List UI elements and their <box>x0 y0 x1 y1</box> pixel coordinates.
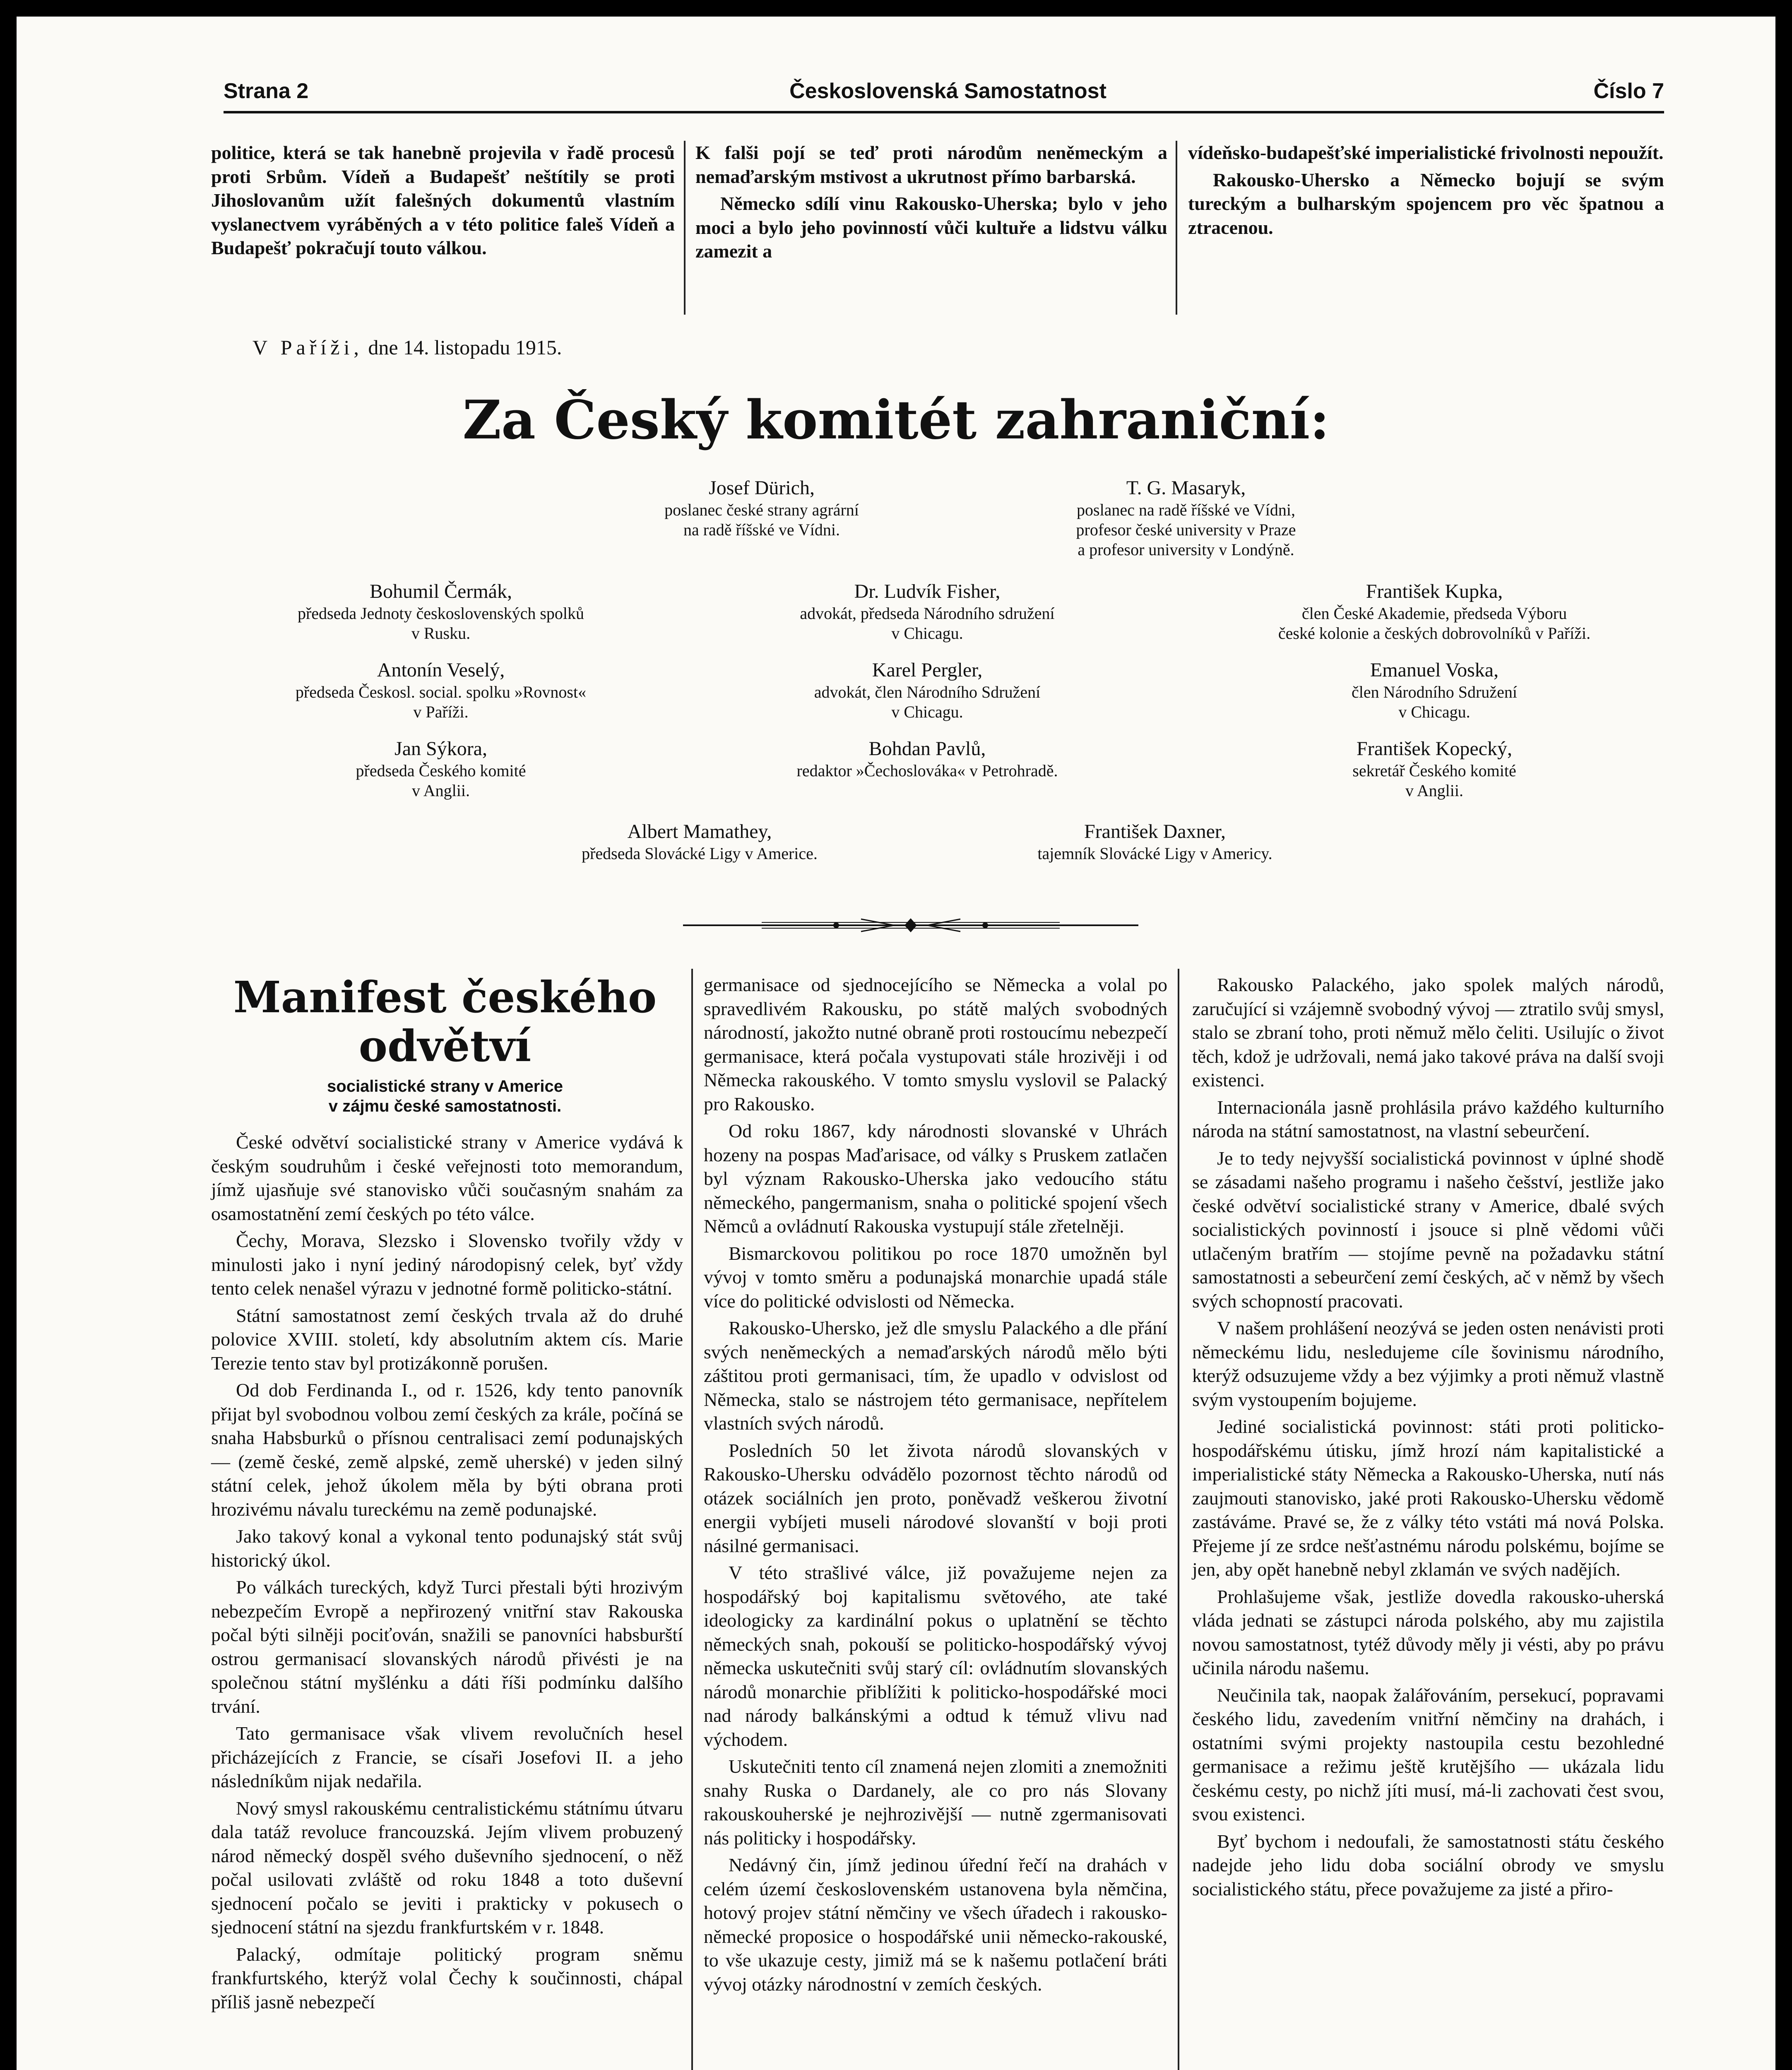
signatory-name: Antonín Veselý, <box>377 659 505 681</box>
signatory-role: v Paříži. <box>413 703 469 721</box>
paragraph: Posledních 50 let života národů slovanských v Rakousko-Uhersku odvádělo pozornost těchto národů od otázek sociálních jen proto, poněvadž veškerou životní energii vybíjeti museli národové slovanští v boji proti násilné germanisaci. <box>704 1439 1167 1556</box>
paragraph: Čechy, Morava, Slezsko i Slovensko tvořily vždy v minulosti jako i nyní jediný národopisný celek, byť vždy tento celek nenašel výrazu v jednotné formě politicko-státní. <box>211 1230 683 1299</box>
top-col3-para-1: vídeňsko-budapešťské imperialistické frivolnosti nepoužít. <box>1188 142 1664 163</box>
signatory-name: T. G. Masaryk, <box>1126 477 1246 499</box>
paragraph: Jediné socialistická povinnost: státi proti politicko-hospodářskému útisku, jímž hrozí nám kapitalistické a imperialistické státy Německa a Rakousko-Uherska, nutí nás zaujmouti stanovisko, jaké proti Rakousko-Uhersku vědomě zastáváme. Pravé se, že z války této vstáti má nová Polska. Přejeme jí ze srdce nešťastnému národu polskému, bojíme se jen, aby opět hanebně nebyl zklamán ve svých nadějích. <box>1192 1416 1664 1580</box>
signatory <box>493 820 907 864</box>
signatory-role: poslanec české strany agrární <box>664 501 859 519</box>
signatory-role: předseda Jednoty československých spolků <box>297 604 585 623</box>
dateline-date: dne 14. listopadu 1915. <box>368 336 562 359</box>
newspaper-page <box>17 17 1775 2070</box>
signatory-role: poslanec na radě říšské ve Vídni, <box>1077 501 1295 519</box>
committee-title: Za Český komitét zahraniční: <box>462 389 1330 451</box>
paragraph: Neučinila tak, naopak žalářováním, persekucí, popravami českého lidu, zavedením vnitřní němčiny na drahách, i ostatními svými projekty nastoupila cestu bezohledné germanisace a režimu ještě krutějšího — ukázala lidu českému cesty, po nichž jíti musí, má-li zachovati čest svou, svou existenci. <box>1192 1684 1664 1824</box>
manifest-subtitle-line2: v zájmu české samostatnosti. <box>328 1097 562 1115</box>
signatory <box>1176 658 1693 722</box>
paragraph: Prohlašujeme však, jestliže dovedla rakousko-uherská vláda jednati se zástupci národa polského, aby mu zajistila novou samostatnost, tytéž důvody měly ji vésti, aby po právu učinila národu našemu. <box>1192 1586 1664 1678</box>
paragraph: Internacionála jasně prohlásila právo každého kulturního národa na státní samostatnost, na vlastní sebeurčení. <box>1192 1096 1664 1141</box>
dateline <box>253 335 562 359</box>
signatory-role: a profesor university v Londýně. <box>1078 540 1294 559</box>
header-rule <box>224 111 1664 113</box>
paragraph: Rakousko Palackého, jako spolek malých národů, zaručující si vzájemně svobodný vývoj — ztratilo svůj smysl, stalo se zbraní toho, proti němuž mělo čeliti. Usilujíc o život těch, kdož je udržovali, nemá jako takové práva na další svoji existenci. <box>1192 974 1664 1090</box>
paragraph: Jako takový konal a vykonal tento podunajský stát svůj historický úkol. <box>211 1526 683 1571</box>
signatory <box>948 476 1424 560</box>
signatory-role: v Chicagu. <box>891 624 963 643</box>
signatory-role: v Anglii. <box>411 781 470 800</box>
paragraph: V našem prohlášení neozývá se jeden osten nenávisti proti německému lidu, nesledujeme cíle šovinismu národního, kterýž odsuzujeme vždy a bez výjimky a proti němuž vlastně svým vystoupením bojujeme. <box>1192 1317 1664 1410</box>
signatory-role: předseda Slovácké Ligy v Americe. <box>582 844 818 863</box>
manifest-heading <box>211 973 679 1116</box>
signatory-role: profesor české university v Praze <box>1076 520 1296 539</box>
signatory-name: František Kupka, <box>1366 580 1503 602</box>
paragraph: Nový smysl rakouskému centralistickému státnímu útvaru dala tatáž revoluce francouzská. Jejím vlivem probuzený národ německý dospěl svého duševního sjednocení, o něž počal usilovati zvláště od roku 1848 a toto duševní sjednocení počalo se jeviti i prakticky v pokusech o sjednocení státní na sjezdu frankfurtském v r. 1848. <box>211 1797 683 1938</box>
signatory <box>1176 737 1693 801</box>
signatory-role: advokát, člen Národního Sdružení <box>814 683 1041 701</box>
signatory-name: Jan Sýkora, <box>394 738 487 760</box>
paragraph: Palacký, odmítaje politický program sněmu frankfurtského, kterýž volal Čechy k součinnosti, chápal příliš jasně nebezpečí <box>211 1943 683 2012</box>
ornament-divider <box>679 915 1143 936</box>
signatory-name: Josef Dürich, <box>709 477 815 499</box>
top-col2-para-2: Německo sdílí vinu Rakousko-Uherska; bylo v jeho moci a bylo jeho povinností vůči kultuře a lidstvu válku zamezit a <box>695 193 1167 262</box>
signatory <box>211 580 671 643</box>
signatory-role: na radě říšské ve Vídni. <box>683 520 840 539</box>
top-col1-text: politice, která se tak hanebně projevila v řadě procesů proti Srbům. Vídeň a Budapešť neštítily se proti Jihoslovanům užít falešných dokumentů vlastním vyslanectvem vyráběných a v této politice faleš Vídeň a Budapešť pokračují touto válkou. <box>211 142 675 258</box>
dateline-place: V Paříži, <box>253 336 363 359</box>
signatory <box>948 820 1362 864</box>
paragraph: Je to tedy nejvyšší socialistická povinnost v úplné shodě se zásadami našeho programu i našeho češství, jestliže jako české odvětví socialistické strany v Americe, dbalé svých socialistických povinností i jsouce si plně vědomi vůči utlačeným bratřím — stojíme pevně na požadavku státní samostatnosti a sebeurčení zemí českých, ač v němž by všech svých schopností pracovati. <box>1192 1147 1664 1312</box>
signatory-role: české kolonie a českých dobrovolníků v Paříži. <box>1278 624 1591 643</box>
signatory <box>700 580 1155 643</box>
manifest-title-line1: Manifest českého <box>233 972 657 1023</box>
signatory-name: Karel Pergler, <box>872 659 983 681</box>
column-rule <box>1176 141 1177 315</box>
top-col3-para-2: Rakousko-Uhersko a Německo bojují se svým tureckým a bulharským spojencem pro věc špatnou a ztracenou. <box>1188 169 1664 238</box>
manifest-column-2 <box>704 973 1167 1999</box>
paragraph: Tato germanisace však vlivem revolučních hesel přicházejících z Francie, se císaři Josefovi II. a jeho následníkům nijak nedařila. <box>211 1723 683 1791</box>
signatory-role: tajemník Slovácké Ligy v Americy. <box>1037 844 1272 863</box>
paragraph: germanisace od sjednocejícího se Německa a volal po spravedlivém Rakousku, po státě malých svobodných národností, jakožto nutné obraně proti rostoucímu nebezpečí germanisace, která počala vystupovati stále hrozivěji i od Německa rakouského. V tomto smyslu vyslovil se Palacký pro Rakousko. <box>704 974 1167 1114</box>
manifest-column-1 <box>211 1130 683 2017</box>
manifest-column-3 <box>1192 973 1664 1904</box>
signatory-name: Bohumil Čermák, <box>370 580 512 602</box>
signatory <box>534 476 989 540</box>
paragraph: V této strašlivé válce, již považujeme nejen za hospodářský boj kapitalismu světového, ate také ideologicky za kardinální pokus o uplatnění se těchto německých snah, pokouší se politicko-hospodářský vývoj německa uskutečniti svůj starý cíl: ovládnutím slovanských národů monarchie přiblížiti k politicko-hospodářské moci nad národy balkánskými a odtud k témuž vlivu nad východem. <box>704 1562 1167 1750</box>
signatory-name: Dr. Ludvík Fisher, <box>854 580 1001 602</box>
paragraph: Uskutečniti tento cíl znamená nejen zlomiti a znemožniti snahy Ruska o Dardanely, ale co pro nás Slovany rakouskouherské je nejhrozivější — nutně zgermanisovati nás politicky i hospodářsky. <box>704 1756 1167 1849</box>
top-column-3 <box>1188 141 1664 243</box>
signatory-name: Emanuel Voska, <box>1370 659 1499 681</box>
paragraph: Byť bychom i nedoufali, že samostatnosti státu českého nadejde jeho lidu doba sociální obrody ve smyslu socialistického státu, přece považujeme za jisté a přiro- <box>1192 1830 1664 1899</box>
top-col2-para-1: K falši pojí se teď proti národům neněmeckým a nemaďarským mstivost a ukrutnost přímo barbarská. <box>695 142 1167 187</box>
signatory-role: v Anglii. <box>1405 781 1464 800</box>
column-rule <box>691 969 693 2070</box>
paragraph: Po válkách tureckých, když Turci přestali býti hrozivým nebezpečím Evropě a nepřirozený vnitřní stav Rakouska počal býti silněji pociťován, snažili se panovníci habsburští ostrou germanisací slovanských národů přivésti je na společnou státní myšlénku a dáti říši podmínku dalšího trvání. <box>211 1577 683 1717</box>
top-column-1 <box>211 141 675 263</box>
signatory-name: František Kopecký, <box>1357 738 1512 760</box>
signatory <box>211 658 671 722</box>
paragraph: Rakousko-Uhersko, jež dle smyslu Palackého a dle přání svých neněmeckých a nemaďarských národů mělo býti záštitou proti germanisaci, tím, že upadlo v odvislost od Německa, stalo se nástrojem této germanisace, nepřítelem vlastních svých národů. <box>704 1317 1167 1434</box>
manifest-title-line2: odvětví <box>358 1021 532 1071</box>
manifest-subtitle-line1: socialistické strany v Americe <box>327 1077 563 1095</box>
signatory <box>1176 580 1693 643</box>
signatory-role: člen České Akademie, předseda Výboru <box>1301 604 1567 623</box>
column-rule <box>684 141 686 315</box>
paragraph: České odvětví socialistické strany v Americe vydává k českým soudruhům i české veřejnosti toto memorandum, jímž ujasňuje své stanovisko vůči současným snahám za osamostatnění zemí českých po této válce. <box>211 1131 683 1224</box>
signatory-role: v Rusku. <box>411 624 471 643</box>
column-rule <box>1178 969 1179 2070</box>
signatory <box>700 658 1155 722</box>
signatory-role: advokát, předseda Národního sdružení <box>800 604 1055 623</box>
signatory-role: předseda Českosl. social. spolku »Rovnost« <box>295 683 587 701</box>
paragraph: Od dob Ferdinanda I., od r. 1526, kdy tento panovník přijat byl svobodnou volbou zemí českých za krále, počíná se snaha Habsburků o přísnou centralisaci zemí podunajských — (země české, země alpské, země uherské) v jeden silný státní celek, jehož úkolem měla by býti obrana proti hrozivému návalu tureckému na země podunajské. <box>211 1379 683 1520</box>
paragraph: Státní samostatnost zemí českých trvala až do druhé polovice XVIII. století, kdy absolutním aktem cís. Marie Terezie tento stav byl protizákonně porušen. <box>211 1305 683 1374</box>
paragraph: Nedávný čin, jímž jedinou úřední řečí na drahách v celém území československém ustanovena byla němčina, hotový projev státní němčiny ve všech úřadech i rakousko-německé proposice o hospodářské unii německo-rakouské, to vše ukazuje cesty, jimiž má se k našemu potlačení bráti vývoj otázky národnostní v zemích českých. <box>704 1854 1167 1995</box>
signatory-role: člen Národního Sdružení <box>1352 683 1517 701</box>
signatory-role: v Chicagu. <box>1398 703 1470 721</box>
signatory-role: v Chicagu. <box>891 703 963 721</box>
paragraph: Bismarckovou politikou po roce 1870 umožněn byl vývoj v tomto směru a podunajská monarchie upadá stále více do politické odvislosti od Německa. <box>704 1242 1167 1312</box>
signatory-name: František Daxner, <box>1084 821 1226 842</box>
signatory <box>700 737 1155 781</box>
signatory-name: Bohdan Pavlů, <box>868 738 986 760</box>
issue-number: Číslo 7 <box>1593 79 1664 103</box>
signatory-role: předseda Českého komité <box>356 761 526 780</box>
page-number: Strana 2 <box>224 79 309 103</box>
signatory-role: redaktor »Čechoslováka« v Petrohradě. <box>796 761 1058 780</box>
signatory-role: sekretář Českého komité <box>1352 761 1516 780</box>
signatory <box>211 737 671 801</box>
signatory-name: Albert Mamathey, <box>627 821 772 842</box>
newspaper-title: Československá Samostatnost <box>789 79 1106 103</box>
top-column-2 <box>695 141 1167 267</box>
paragraph: Od roku 1867, kdy národnosti slovanské v Uhrách hozeny na pospas Maďarisace, od války s Pruskem zatlačen byl význam Rakousko-Uherska jako vedoucího státu německého, pangermanism, snaha o politické spojení všech Němců a ovládnutí Rakouska vystupují stále zřetelněji. <box>704 1120 1167 1237</box>
